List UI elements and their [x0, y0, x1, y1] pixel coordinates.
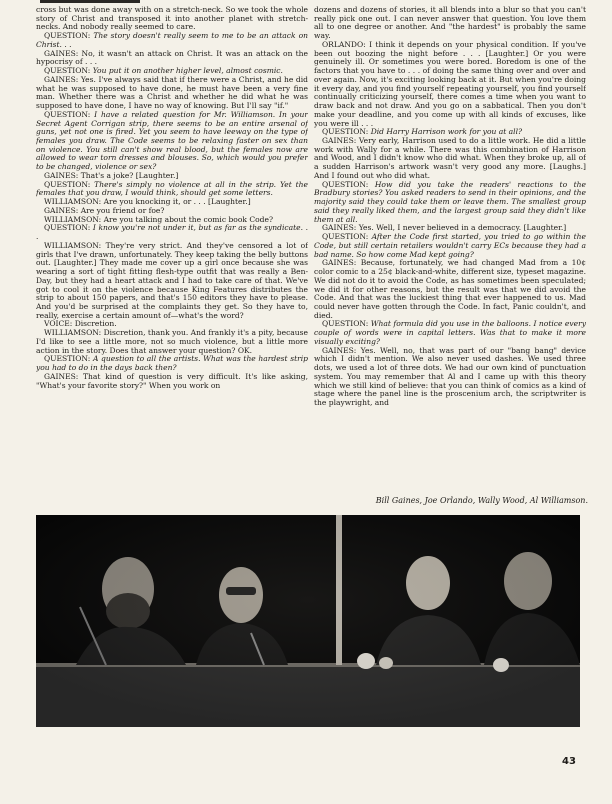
speaker-label: QUESTION:	[44, 66, 93, 76]
paragraph-text: There's simply no violence at all in the strip. Yet the females that you draw, I would think, should get some letters.	[36, 179, 308, 198]
answer-paragraph	[36, 242, 308, 321]
speaker-label: QUESTION:	[44, 31, 94, 41]
speaker-label: WILLIAMSON:	[44, 197, 104, 207]
paragraph-text: Discretion, thank you. And frankly it's a pity, because I'd like to see a little more, not so much violence, but a little more action in the story. Does that answer your question? OK.	[36, 328, 308, 355]
paragraph-text: No, it wasn't an attack on Christ. It was an attack on the hypocrisy of . . .	[36, 48, 308, 67]
paragraph-text: After the Code first started, you tried to go within the Code, but still certain retailers wouldn't carry ECs because they had a bad name. So how come Mad kept going?	[314, 232, 586, 259]
speaker-label: VOICE:	[44, 319, 75, 329]
paragraph-text: Discretion.	[74, 319, 117, 329]
speaker-label: QUESTION:	[44, 109, 95, 119]
left-column	[36, 6, 308, 496]
paragraph-text: A question to all the artists. What was the hardest strip you had to do in the days back then?	[36, 354, 308, 373]
continued-paragraph	[314, 6, 586, 41]
paragraph-text: Yes. I've always said that if there were a Christ, and he did what he was supposed to have done, he must have been a very fine man. Whether there was a Christ and whether he did what he was supposed to have done, I have no way of knowing. But I'll say "if."	[36, 74, 308, 111]
paragraph-text: Are you knocking it, or . . . [Laughter.]	[103, 197, 251, 207]
speaker-label: GAINES:	[322, 258, 361, 268]
answer-paragraph	[314, 347, 586, 408]
paragraph-text: Are you talking about the comic book Code?	[103, 214, 274, 224]
paragraph-text: I have a related question for Mr. Williamson. In your Secret Agent Corrigan strip, there seems to be an entire arsenal of guns, yet not one is fired. Yet you seem to have leeway on the type of females you draw. The Code seems to be relaxing faster on sex than on violence. You still can't show real blood, but the females now are allowed to wear torn dresses and blouses. So, which would you prefer to be changed, violence or sex?	[36, 109, 308, 172]
question-paragraph	[36, 111, 308, 172]
question-paragraph	[314, 233, 586, 259]
answer-paragraph	[314, 41, 586, 128]
panel-photo	[36, 515, 580, 727]
top-rule	[40, 0, 140, 3]
continued-paragraph	[36, 6, 308, 32]
speaker-label: GAINES:	[322, 223, 359, 233]
question-paragraph	[36, 181, 308, 198]
speaker-label: GAINES:	[44, 205, 81, 215]
answer-paragraph	[36, 373, 308, 390]
speaker-label: ORLANDO:	[322, 39, 370, 49]
question-paragraph	[36, 355, 308, 372]
speaker-label: QUESTION:	[322, 319, 371, 329]
paragraph-text: The story doesn't really seem to me to be an attack on Christ. . .	[36, 31, 308, 49]
speaker-label: QUESTION:	[44, 223, 93, 233]
answer-paragraph	[314, 259, 586, 320]
paragraph-text: They're very strict. And they've censored a lot of girls that I've drawn, unfortunately. They keep taking the belly buttons out. [Laughter.] They made me cover up a girl once because she was wearing a sort of tight fitting flesh-type outfit that was really a Ben-Day, but they had a heart attack and I had to take care of that. We've got to cool it on the violence because King Features distributes the strip to about 150 papers, and that's 150 editors they have to please. And you'd be surprised at the complaints they get. So they have to, really, exercise a certain amount of—what's the word?	[36, 240, 308, 320]
paragraph-text: Yes. Well, I never believed in a democracy. [Laughter.]	[358, 223, 567, 233]
photo-caption: Bill Gaines, Joe Orlando, Wally Wood, Al Williamson.	[375, 496, 588, 505]
speaker-label: WILLIAMSON:	[44, 328, 104, 338]
paragraph-text: dozens and dozens of stories, it all blends into a blur so that you can't really pick one out. I can never answer that question. You love them all to one degree or another. And "the hardest" is probably the same way.	[314, 6, 586, 41]
answer-paragraph	[36, 50, 308, 67]
panel-photo-image	[36, 515, 580, 727]
speaker-label: WILLIAMSON:	[44, 240, 106, 250]
speaker-label: GAINES:	[44, 371, 84, 381]
speaker-label: GAINES:	[44, 74, 81, 84]
speaker-label: GAINES:	[322, 136, 359, 146]
paragraph-text: What formula did you use in the balloons. I notice every couple of words were in capital letters. Was that to make it more visually exciting?	[314, 319, 586, 346]
paragraph-text: Are you friend or foe?	[80, 205, 165, 215]
speaker-label: GAINES:	[44, 170, 81, 180]
question-paragraph	[314, 181, 586, 225]
paragraph-text: That kind of question is very difficult. It's like asking, "What's your favorite story?" When you work on	[36, 371, 308, 390]
paragraph-text: Very early, Harrison used to do a little work. He did a little work with Wally for a while. There was this combination of Harrison and Wood, and I didn't know who did what. When they broke up, all of a sudden Harrison's artwork wasn't very good any more. [Laughs.] And I found out who did what.	[314, 136, 586, 180]
paragraph-text: How did you take the readers' reactions to the Bradbury stories? You asked readers to send in their opinions, and the majority said they could take them or leave them. The smallest group said they really liked them, and the largest group said they didn't like them at all.	[314, 179, 586, 224]
paragraph-text: You put it on another higher level, almost cosmic.	[92, 66, 283, 76]
paragraph-text: Did Harry Harrison work for you at all?	[370, 127, 523, 137]
paragraph-text: I know you're not under it, but as far as the syndicate. . .	[36, 223, 308, 242]
question-paragraph	[314, 320, 586, 346]
speaker-label: GAINES:	[44, 48, 82, 58]
page-number: 43	[562, 756, 576, 767]
paragraph-text: That's a joke? [Laughter.]	[80, 170, 179, 180]
answer-paragraph	[36, 76, 308, 111]
speaker-label: QUESTION:	[322, 232, 372, 242]
answer-paragraph	[314, 137, 586, 181]
question-paragraph	[36, 224, 308, 241]
right-column	[314, 6, 586, 496]
question-paragraph	[36, 32, 308, 49]
speaker-label: QUESTION:	[322, 127, 371, 137]
speaker-label: WILLIAMSON:	[44, 214, 104, 224]
paragraph-text: I think it depends on your physical condition. If you've been out boozing the night before . . . [Laughter.] Or you were genuinely ill. Or sometimes you were bored. Boredom is one of the factors that you have to . . . of doing the same thing over and over and over again. Now, it's exciting looking back at it. But when you're doing it every day, and you find yourself repeating yourself, you find yourself continually criticizing yourself, there comes a time when you want to draw back and not draw. And you go on a sabbatical. Then you don't make your deadline, and you come up with all kinds of excuses, like you were ill . . .	[314, 39, 586, 128]
speaker-label: QUESTION:	[322, 179, 375, 189]
answer-paragraph	[36, 329, 308, 355]
speaker-label: QUESTION:	[44, 354, 93, 364]
speaker-label: QUESTION:	[44, 179, 95, 189]
paragraph-text: cross but was done away with on a stretch-neck. So we took the whole story of Christ and transposed it into another planet with stretch-necks. And nobody really seemed to care.	[36, 6, 308, 32]
speaker-label: GAINES:	[322, 345, 361, 355]
paragraph-text: Yes. Well, no, that was part of our "bang bang" device which I didn't mention. We also never used dashes. We used three dots, we used a lot of three dots. We had our own kind of punctuation system. You may remember that Al and I came up with this theory which we still kind of believe: that you can think of comics as a kind of stage where the panel line is the proscenium arch, the scriptwriter is the playwright, and	[314, 345, 586, 408]
paragraph-text: Because, fortunately, we had changed Mad from a 10¢ color comic to a 25¢ black-and-white, different size, typeset magazine. We did not do it to avoid the Code, as has sometimes been speculated; we did it for other reasons, but the result was that we did avoid the Code. And that was the luckiest thing that ever happened to us. Mad could never have gotten through the Code. In fact, Panic couldn't, and died.	[314, 258, 586, 320]
